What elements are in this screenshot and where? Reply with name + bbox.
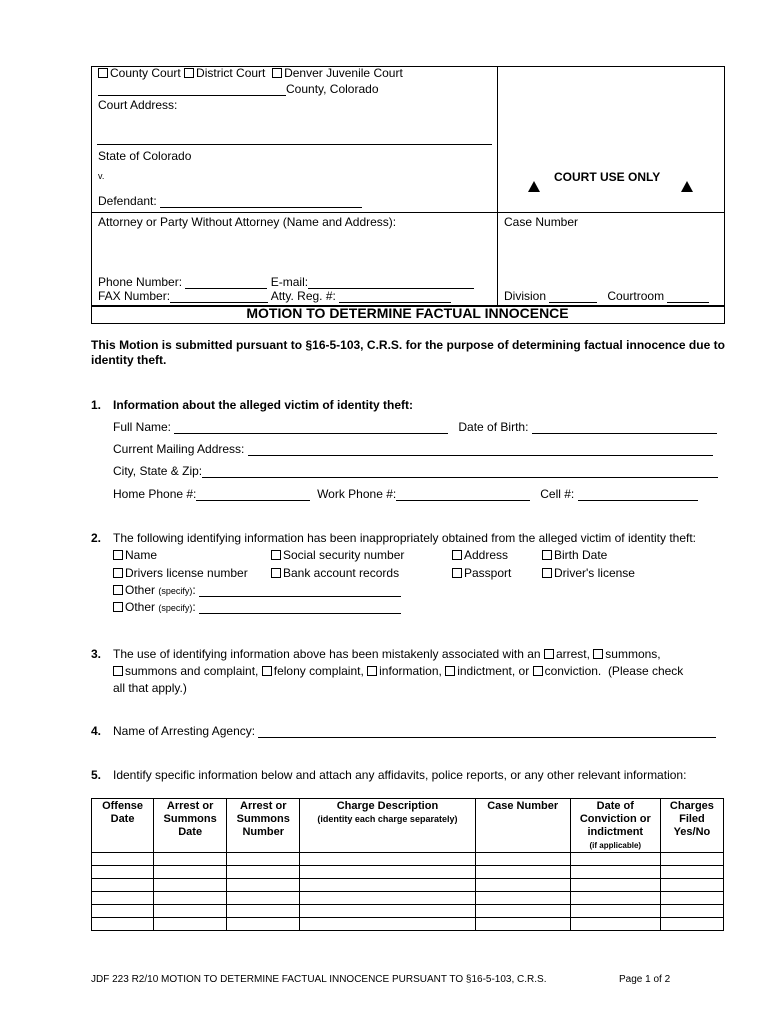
- phone-field[interactable]: [185, 276, 267, 289]
- passport-label: Passport: [464, 566, 512, 580]
- table-cell[interactable]: [92, 905, 154, 918]
- full-name-row: [113, 420, 717, 434]
- table-cell[interactable]: [227, 866, 300, 879]
- table-cell[interactable]: [92, 892, 154, 905]
- col-charge-description: [300, 799, 475, 853]
- ssn-option-label: Social security number: [283, 548, 405, 562]
- arresting-agency-row: [113, 724, 716, 738]
- other-2-specify: (specify): [158, 603, 193, 613]
- table-cell[interactable]: [227, 918, 300, 931]
- table-cell[interactable]: [227, 905, 300, 918]
- city-label: City, State & Zip:: [113, 464, 203, 478]
- other-2-label: Other: [125, 600, 156, 614]
- section5-text: Identify specific information below and attach any affidavits, police reports, or any other relevant information:: [113, 768, 687, 782]
- header-text: Charges Filed Yes/No: [669, 800, 714, 838]
- table-row: [92, 892, 724, 905]
- header-text: Offense Date: [102, 800, 144, 825]
- atty-reg-label: Atty. Reg. #:: [270, 289, 336, 303]
- table-cell[interactable]: [475, 866, 570, 879]
- phone-label: Phone Number:: [98, 275, 183, 289]
- table-row: [92, 918, 724, 931]
- mailing-row: [113, 442, 713, 456]
- case-number-label: Case Number: [504, 215, 579, 229]
- table-cell[interactable]: [570, 892, 660, 905]
- work-phone-field[interactable]: [396, 488, 530, 501]
- option-name: [113, 548, 157, 562]
- other-1-field[interactable]: [199, 584, 401, 597]
- table-row: [92, 866, 724, 879]
- table-cell[interactable]: [227, 879, 300, 892]
- section1-heading: Information about the alleged victim of identity theft:: [113, 398, 414, 412]
- birth-date-option-label: Birth Date: [554, 548, 608, 562]
- court-type-options: [98, 66, 403, 80]
- mailing-field[interactable]: [248, 443, 713, 456]
- caption-divider: [497, 66, 498, 306]
- table-cell[interactable]: [570, 905, 660, 918]
- section1-number: 1.: [91, 398, 102, 412]
- plaintiff-name: State of Colorado: [98, 149, 192, 163]
- email-label: E-mail:: [270, 275, 309, 289]
- option-bank-records: [271, 566, 399, 580]
- up-arrow-right-icon: [681, 181, 693, 195]
- atty-reg-field[interactable]: [339, 290, 451, 303]
- other-2-colon: :: [192, 600, 196, 614]
- county-court-label: County Court: [110, 66, 181, 80]
- cell-field[interactable]: [578, 488, 698, 501]
- col-arrest-date: [154, 799, 227, 853]
- table-cell[interactable]: [475, 905, 570, 918]
- table-cell[interactable]: [300, 853, 475, 866]
- county-suffix: County, Colorado: [286, 82, 379, 96]
- table-cell[interactable]: [92, 879, 154, 892]
- table-cell[interactable]: [660, 918, 723, 931]
- court-use-only-label: COURT USE ONLY: [554, 170, 661, 184]
- option-address: [452, 548, 508, 562]
- table-cell[interactable]: [570, 853, 660, 866]
- fax-label: FAX Number:: [98, 289, 171, 303]
- table-cell[interactable]: [300, 866, 475, 879]
- division-field[interactable]: [549, 290, 597, 303]
- conviction-checkbox[interactable]: [533, 666, 543, 676]
- option-birth-date: [542, 548, 607, 562]
- other-2-checkbox[interactable]: [113, 602, 123, 612]
- home-phone-field[interactable]: [196, 488, 310, 501]
- section3-intro: The use of identifying information above has been mistakenly associated with an: [113, 647, 541, 661]
- court-address-field[interactable]: [97, 144, 492, 145]
- attorney-label: Attorney or Party Without Attorney (Name and Address):: [98, 215, 397, 229]
- full-name-label: Full Name:: [113, 420, 172, 434]
- indictment-checkbox[interactable]: [445, 666, 455, 676]
- footer-page-number: Page 1 of 2: [619, 974, 671, 985]
- dob-label: Date of Birth:: [458, 420, 529, 434]
- table-cell[interactable]: [660, 866, 723, 879]
- arrest-checkbox[interactable]: [544, 649, 554, 659]
- drivers-license-number-label: Drivers license number: [125, 566, 248, 580]
- section3-line2: [113, 664, 683, 678]
- table-cell[interactable]: [475, 879, 570, 892]
- address-option-label: Address: [464, 548, 509, 562]
- section3-line3: all that apply.): [113, 681, 187, 695]
- table-cell[interactable]: [475, 918, 570, 931]
- mailing-label: Current Mailing Address:: [113, 442, 245, 456]
- table-cell[interactable]: [570, 879, 660, 892]
- felony-checkbox[interactable]: [262, 666, 272, 676]
- city-row: [113, 464, 718, 478]
- phones-row: [113, 487, 698, 501]
- table-cell[interactable]: [570, 866, 660, 879]
- table-cell[interactable]: [475, 892, 570, 905]
- page-title: MOTION TO DETERMINE FACTUAL INNOCENCE: [246, 305, 569, 321]
- col-offense-date: [92, 799, 154, 853]
- header-text: Case Number: [487, 800, 559, 812]
- defendant-label: Defendant:: [98, 194, 157, 208]
- col-case-number: [475, 799, 570, 853]
- full-name-field[interactable]: [174, 421, 448, 434]
- county-name-field[interactable]: [98, 83, 286, 96]
- header-text: Charge Description: [336, 800, 439, 812]
- table-cell[interactable]: [154, 918, 227, 931]
- arresting-agency-field[interactable]: [258, 725, 716, 738]
- caption-row-divider: [91, 212, 724, 213]
- district-court-label: District Court: [196, 66, 266, 80]
- defendant-line: [98, 194, 362, 208]
- footer-form-id: JDF 223 R2/10 MOTION TO DETERMINE FACTUAL INNOCENCE PURSUANT TO §16-5-103, C.R.S.: [91, 974, 547, 985]
- information-checkbox[interactable]: [367, 666, 377, 676]
- header-note: (identity each charge separately): [317, 814, 458, 824]
- information-label: information,: [379, 664, 442, 678]
- table-cell[interactable]: [660, 905, 723, 918]
- conviction-label: conviction.: [544, 664, 602, 678]
- court-address-label: Court Address:: [98, 98, 178, 112]
- county-line: [98, 82, 379, 96]
- division-label: Division: [504, 289, 547, 303]
- please-check-label: (Please check: [607, 664, 684, 678]
- table-cell[interactable]: [154, 905, 227, 918]
- section2-text: The following identifying information has been inappropriately obtained from the alleged victim of identity theft:: [113, 531, 697, 545]
- option-passport: [452, 566, 511, 580]
- courtroom-field[interactable]: [667, 290, 709, 303]
- section3-line1: [113, 647, 661, 661]
- table-cell[interactable]: [475, 853, 570, 866]
- drivers-license-checkbox[interactable]: [542, 568, 552, 578]
- summons-checkbox[interactable]: [593, 649, 603, 659]
- name-checkbox[interactable]: [113, 550, 123, 560]
- denver-juvenile-court-label: Denver Juvenile Court: [284, 66, 403, 80]
- table-cell[interactable]: [92, 918, 154, 931]
- caption-box: [91, 66, 725, 307]
- table-cell[interactable]: [92, 853, 154, 866]
- bank-records-checkbox[interactable]: [271, 568, 281, 578]
- other-1-label: Other: [125, 583, 156, 597]
- denver-juvenile-court-checkbox[interactable]: [272, 68, 282, 78]
- up-arrow-left-icon: [528, 181, 540, 195]
- birth-date-checkbox[interactable]: [542, 550, 552, 560]
- section3-number: 3.: [91, 647, 102, 661]
- table-row: [92, 853, 724, 866]
- bank-records-label: Bank account records: [283, 566, 400, 580]
- header-text: Date of Conviction or indictment: [579, 800, 651, 838]
- intro-paragraph: This Motion is submitted pursuant to §16-5-103, C.R.S. for the purpose of determining factual innocence due to identity theft.: [91, 338, 725, 367]
- table-row: [92, 905, 724, 918]
- header-text: Arrest or Summons Date: [163, 800, 217, 838]
- option-drivers-license: [542, 566, 635, 580]
- table-cell[interactable]: [154, 892, 227, 905]
- indictment-label: indictment, or: [457, 664, 530, 678]
- other-1-colon: :: [192, 583, 196, 597]
- summons-label: summons,: [605, 647, 661, 661]
- fax-line: [98, 289, 451, 303]
- col-arrest-number: [227, 799, 300, 853]
- table-cell[interactable]: [570, 918, 660, 931]
- table-cell[interactable]: [660, 853, 723, 866]
- charges-table: [91, 798, 724, 931]
- option-drivers-license-number: [113, 566, 248, 580]
- section2-number: 2.: [91, 531, 102, 545]
- other-row-1: [113, 583, 401, 597]
- felony-label: felony complaint,: [273, 664, 364, 678]
- courtroom-label: Courtroom: [607, 289, 665, 303]
- other-1-checkbox[interactable]: [113, 585, 123, 595]
- drivers-license-number-checkbox[interactable]: [113, 568, 123, 578]
- division-courtroom-line: [504, 289, 709, 303]
- passport-checkbox[interactable]: [452, 568, 462, 578]
- table-cell[interactable]: [300, 879, 475, 892]
- table-row: [92, 879, 724, 892]
- table-header-row: [92, 799, 724, 853]
- arrest-label: arrest,: [555, 647, 590, 661]
- table-cell[interactable]: [227, 892, 300, 905]
- table-cell[interactable]: [300, 905, 475, 918]
- work-phone-label: Work Phone #:: [317, 487, 397, 501]
- table-cell[interactable]: [154, 879, 227, 892]
- summons-complaint-checkbox[interactable]: [113, 666, 123, 676]
- address-checkbox[interactable]: [452, 550, 462, 560]
- table-cell[interactable]: [300, 918, 475, 931]
- district-court-checkbox[interactable]: [184, 68, 194, 78]
- arresting-agency-label: Name of Arresting Agency:: [113, 724, 256, 738]
- phone-line: [98, 275, 474, 289]
- defendant-field[interactable]: [160, 195, 362, 208]
- other-2-field[interactable]: [199, 601, 401, 614]
- city-field[interactable]: [202, 465, 718, 478]
- table-cell[interactable]: [92, 866, 154, 879]
- name-option-label: Name: [125, 548, 158, 562]
- table-cell[interactable]: [660, 892, 723, 905]
- other-1-specify: (specify): [158, 586, 193, 596]
- header-text: Arrest or Summons Number: [236, 800, 290, 838]
- option-ssn: [271, 548, 404, 562]
- table-cell[interactable]: [227, 853, 300, 866]
- header-note: (if applicable): [589, 841, 642, 850]
- section5-number: 5.: [91, 768, 102, 782]
- county-court-checkbox[interactable]: [98, 68, 108, 78]
- versus-label: v.: [98, 171, 105, 181]
- table-cell[interactable]: [154, 866, 227, 879]
- table-cell[interactable]: [300, 892, 475, 905]
- drivers-license-label: Driver's license: [554, 566, 635, 580]
- email-field[interactable]: [308, 276, 474, 289]
- home-phone-label: Home Phone #:: [113, 487, 197, 501]
- table-cell[interactable]: [660, 879, 723, 892]
- other-row-2: [113, 600, 401, 614]
- summons-complaint-label: summons and complaint,: [125, 664, 259, 678]
- fax-field[interactable]: [170, 290, 268, 303]
- ssn-checkbox[interactable]: [271, 550, 281, 560]
- cell-label: Cell #:: [540, 487, 575, 501]
- col-conviction-date: [570, 799, 660, 853]
- col-charges-filed: [660, 799, 723, 853]
- section4-number: 4.: [91, 724, 102, 738]
- table-cell[interactable]: [154, 853, 227, 866]
- dob-field[interactable]: [532, 421, 717, 434]
